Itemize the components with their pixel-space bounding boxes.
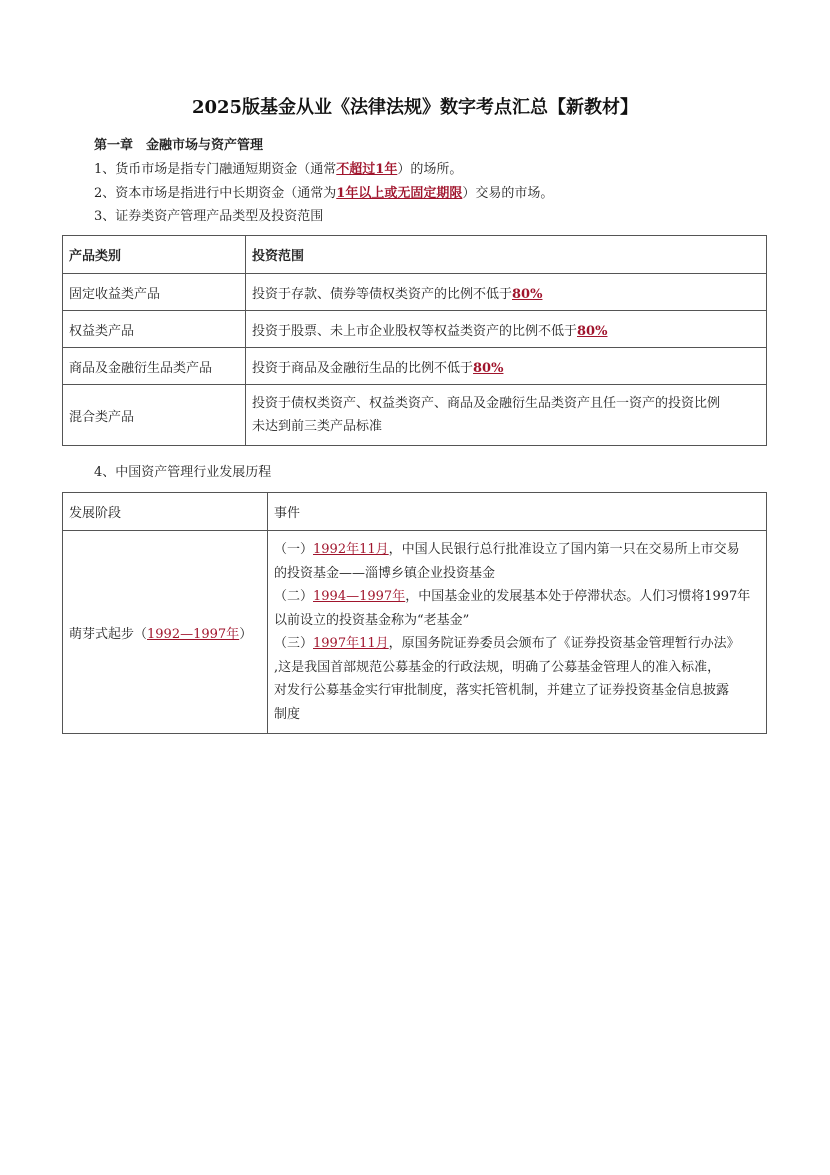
event-line: 的投资基金——淄博乡镇企业投资基金	[274, 565, 496, 581]
table-row	[63, 385, 767, 446]
scope-cell	[246, 311, 767, 348]
scope-percent: 80%	[473, 360, 504, 376]
event-line	[274, 538, 760, 562]
product-type-table	[62, 235, 767, 446]
category-cell: 权益类产品	[63, 311, 246, 348]
item-1	[94, 158, 462, 177]
event-prefix: （二）	[274, 589, 314, 604]
stage-period: 1992—1997年	[147, 626, 240, 642]
stage-cell	[63, 531, 268, 734]
event-prefix: （一）	[274, 542, 314, 557]
table-row	[63, 311, 767, 348]
category-cell: 商品及金融衍生品类产品	[63, 348, 246, 385]
table-row	[63, 274, 767, 311]
item-1-highlight: 不超过1年	[336, 162, 398, 177]
scope-text: 投资于存款、债券等债权类资产的比例不低于	[252, 286, 513, 302]
item-1-text: 1、货币市场是指专门融通短期资金（通常	[94, 162, 337, 177]
scope-text-line: 投资于债权类资产、权益类资产、商品及金融衍生品类资产且任一资产的投资比例	[252, 396, 721, 411]
table-header-row	[63, 236, 767, 274]
scope-text: 投资于股票、未上市企业股权等权益类资产的比例不低于	[252, 323, 578, 339]
scope-cell	[246, 385, 767, 446]
event-text: ，中国基金业的发展基本处于停滞状态。人们习惯将1997年	[405, 589, 751, 604]
event-date: 1992年11月	[313, 542, 389, 557]
event-prefix: （三）	[274, 636, 314, 651]
scope-cell	[246, 348, 767, 385]
event-line	[274, 632, 760, 656]
item-1-text-end: ）的场所。	[397, 162, 463, 177]
table-header-row	[63, 493, 767, 531]
scope-text: 投资于商品及金融衍生品的比例不低于	[252, 360, 474, 376]
category-cell: 混合类产品	[63, 385, 246, 446]
item-2-text: 2、资本市场是指进行中长期资金（通常为	[94, 186, 337, 201]
scope-percent: 80%	[577, 323, 608, 339]
category-cell: 固定收益类产品	[63, 274, 246, 311]
item-2-text-end: ）交易的市场。	[462, 186, 554, 201]
table-row	[63, 348, 767, 385]
stage-text: 萌芽式起步（	[69, 626, 148, 642]
scope-percent: 80%	[512, 286, 543, 302]
events-cell	[268, 531, 767, 734]
header-events: 事件	[268, 493, 767, 531]
event-date: 1997年11月	[313, 636, 389, 651]
event-date: 1994—1997年	[313, 589, 406, 604]
header-scope: 投资范围	[246, 236, 767, 274]
table-row	[63, 531, 767, 734]
item-2	[94, 182, 553, 201]
event-text: ，原国务院证券委员会颁布了《证券投资基金管理暂行办法》	[388, 636, 740, 651]
scope-text-line: 未达到前三类产品标准	[252, 419, 383, 434]
event-line: 以前设立的投资基金称为“老基金”	[274, 612, 470, 628]
industry-history-table	[62, 492, 767, 734]
event-text: ，中国人民银行总行批准设立了国内第一只在交易所上市交易	[388, 542, 740, 557]
event-line: 制度	[274, 706, 301, 722]
item-3: 3、证券类资产管理产品类型及投资范围	[94, 209, 324, 224]
item-2-highlight: 1年以上或无固定期限	[336, 186, 463, 201]
event-line	[274, 585, 760, 609]
event-line: 对发行公募基金实行审批制度，落实托管机制，并建立了证券投资基金信息披露	[274, 683, 730, 698]
chapter-heading: 第一章 金融市场与资产管理	[94, 138, 264, 153]
document-title: 2025版基金从业《法律法规》数字考点汇总【新教材】	[191, 97, 639, 118]
header-stage: 发展阶段	[63, 493, 268, 531]
stage-text-end: ）	[239, 626, 253, 642]
item-4: 4、中国资产管理行业发展历程	[94, 465, 272, 480]
scope-cell	[246, 274, 767, 311]
header-category: 产品类别	[63, 236, 246, 274]
event-line: ,这是我国首部规范公募基金的行政法规，明确了公募基金管理人的准入标准，	[274, 659, 721, 675]
